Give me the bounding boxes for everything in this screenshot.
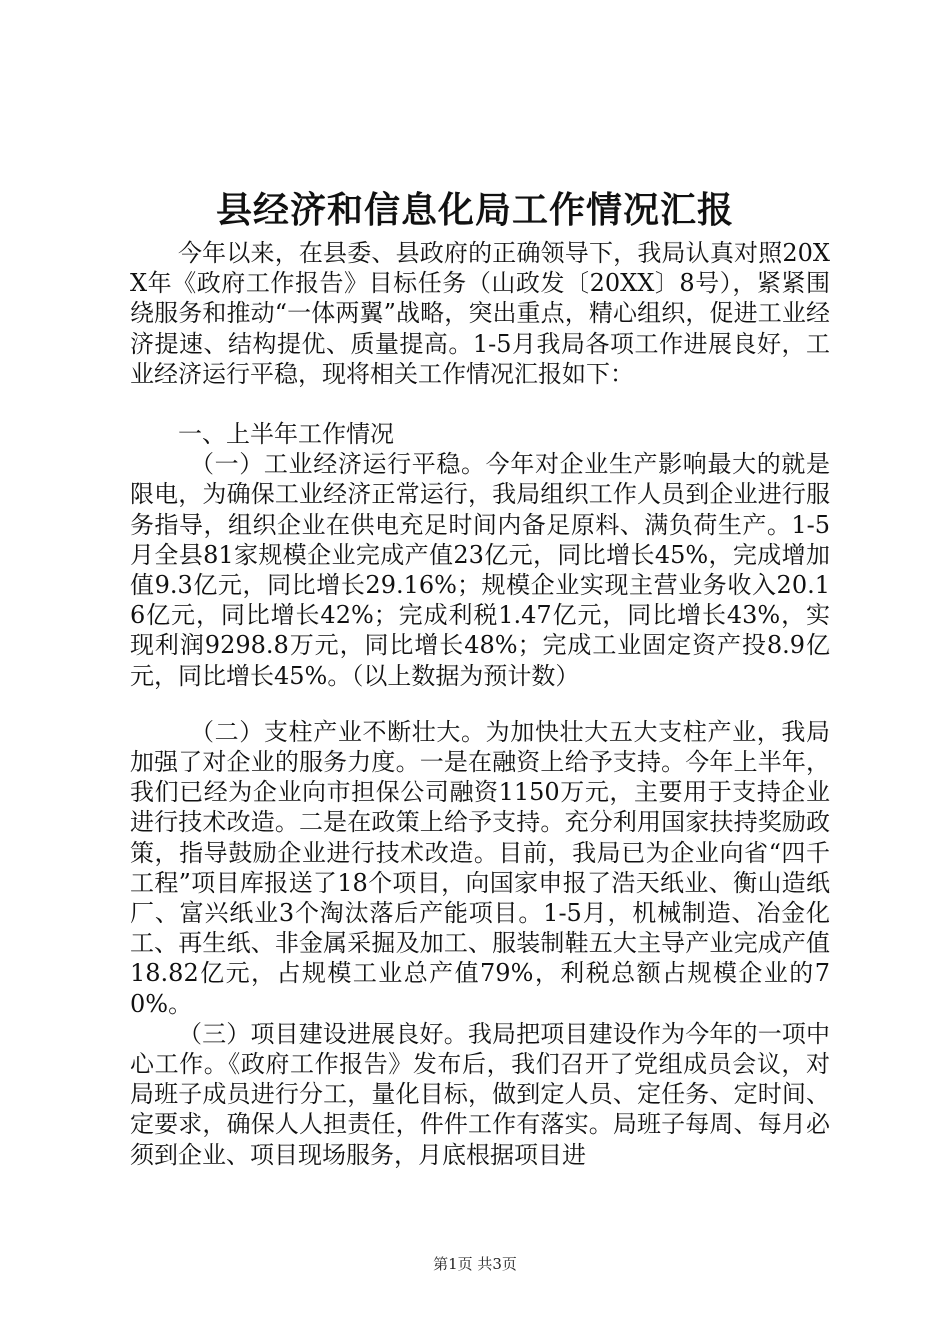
page-number: 第1页 共3页: [433, 1255, 517, 1273]
document-body: [130, 238, 830, 1170]
intro-paragraph: 今年以来，在县委、县政府的正确领导下，我局认真对照20XX年《政府工作报告》目标任务（山政发〔20XX〕8号），紧紧围绕服务和推动“一体两翼”战略，突出重点，精心组织，促进工业经济提速、结构提优、质量提高。1-5月我局各项工作进展良好，工业经济运行平稳，现将相关工作情况汇报如下：: [130, 239, 830, 388]
document-title: 县经济和信息化局工作情况汇报: [215, 189, 734, 231]
paragraph-project-construction: （三）项目建设进展良好。我局把项目建设作为今年的一项中心工作。《政府工作报告》发布后，我们召开了党组成员会议，对局班子成员进行分工，量化目标，做到定人员、定任务、定时间、定要求，确保人人担责任，件件工作有落实。局班子每周、每月必须到企业、项目现场服务，月底根据项目进: [130, 1019, 830, 1169]
paragraph-industrial-economy: （一）工业经济运行平稳。今年对企业生产影响最大的就是限电，为确保工业经济正常运行，我局组织工作人员到企业进行服务指导，组织企业在供电充足时间内备足原料、满负荷生产。1-5月全县81家规模企业完成产值23亿元，同比增长45%，完成增加值9.3亿元，同比增长29.16%；规模企业实现主营业务收入20.16亿元，同比增长42%；完成利税1.47亿元，同比增长43%，实现利润9298.8万元，同比增长48%；完成工业固定资产投8.9亿元，同比增长45%。（以上数据为预计数）: [130, 450, 830, 690]
section-heading: 一、上半年工作情况: [178, 420, 394, 449]
paragraph-pillar-industries: （二）支柱产业不断壮大。为加快壮大五大支柱产业，我局加强了对企业的服务力度。一是在融资上给予支持。今年上半年，我们已经为企业向市担保公司融资1150万元，主要用于支持企业进行技术改造。二是在政策上给予支持。充分利用国家扶持奖励政策，指导鼓励企业进行技术改造。目前，我局已为企业向省“四千工程”项目库报送了18个项目，向国家申报了浩天纸业、衡山造纸厂、富兴纸业3个淘汰落后产能项目。1-5月，机械制造、冶金化工、再生纸、非金属采掘及加工、服装制鞋五大主导产业完成产值18.82亿元，占规模工业总产值79%，利税总额占规模企业的70%。: [130, 717, 830, 1018]
